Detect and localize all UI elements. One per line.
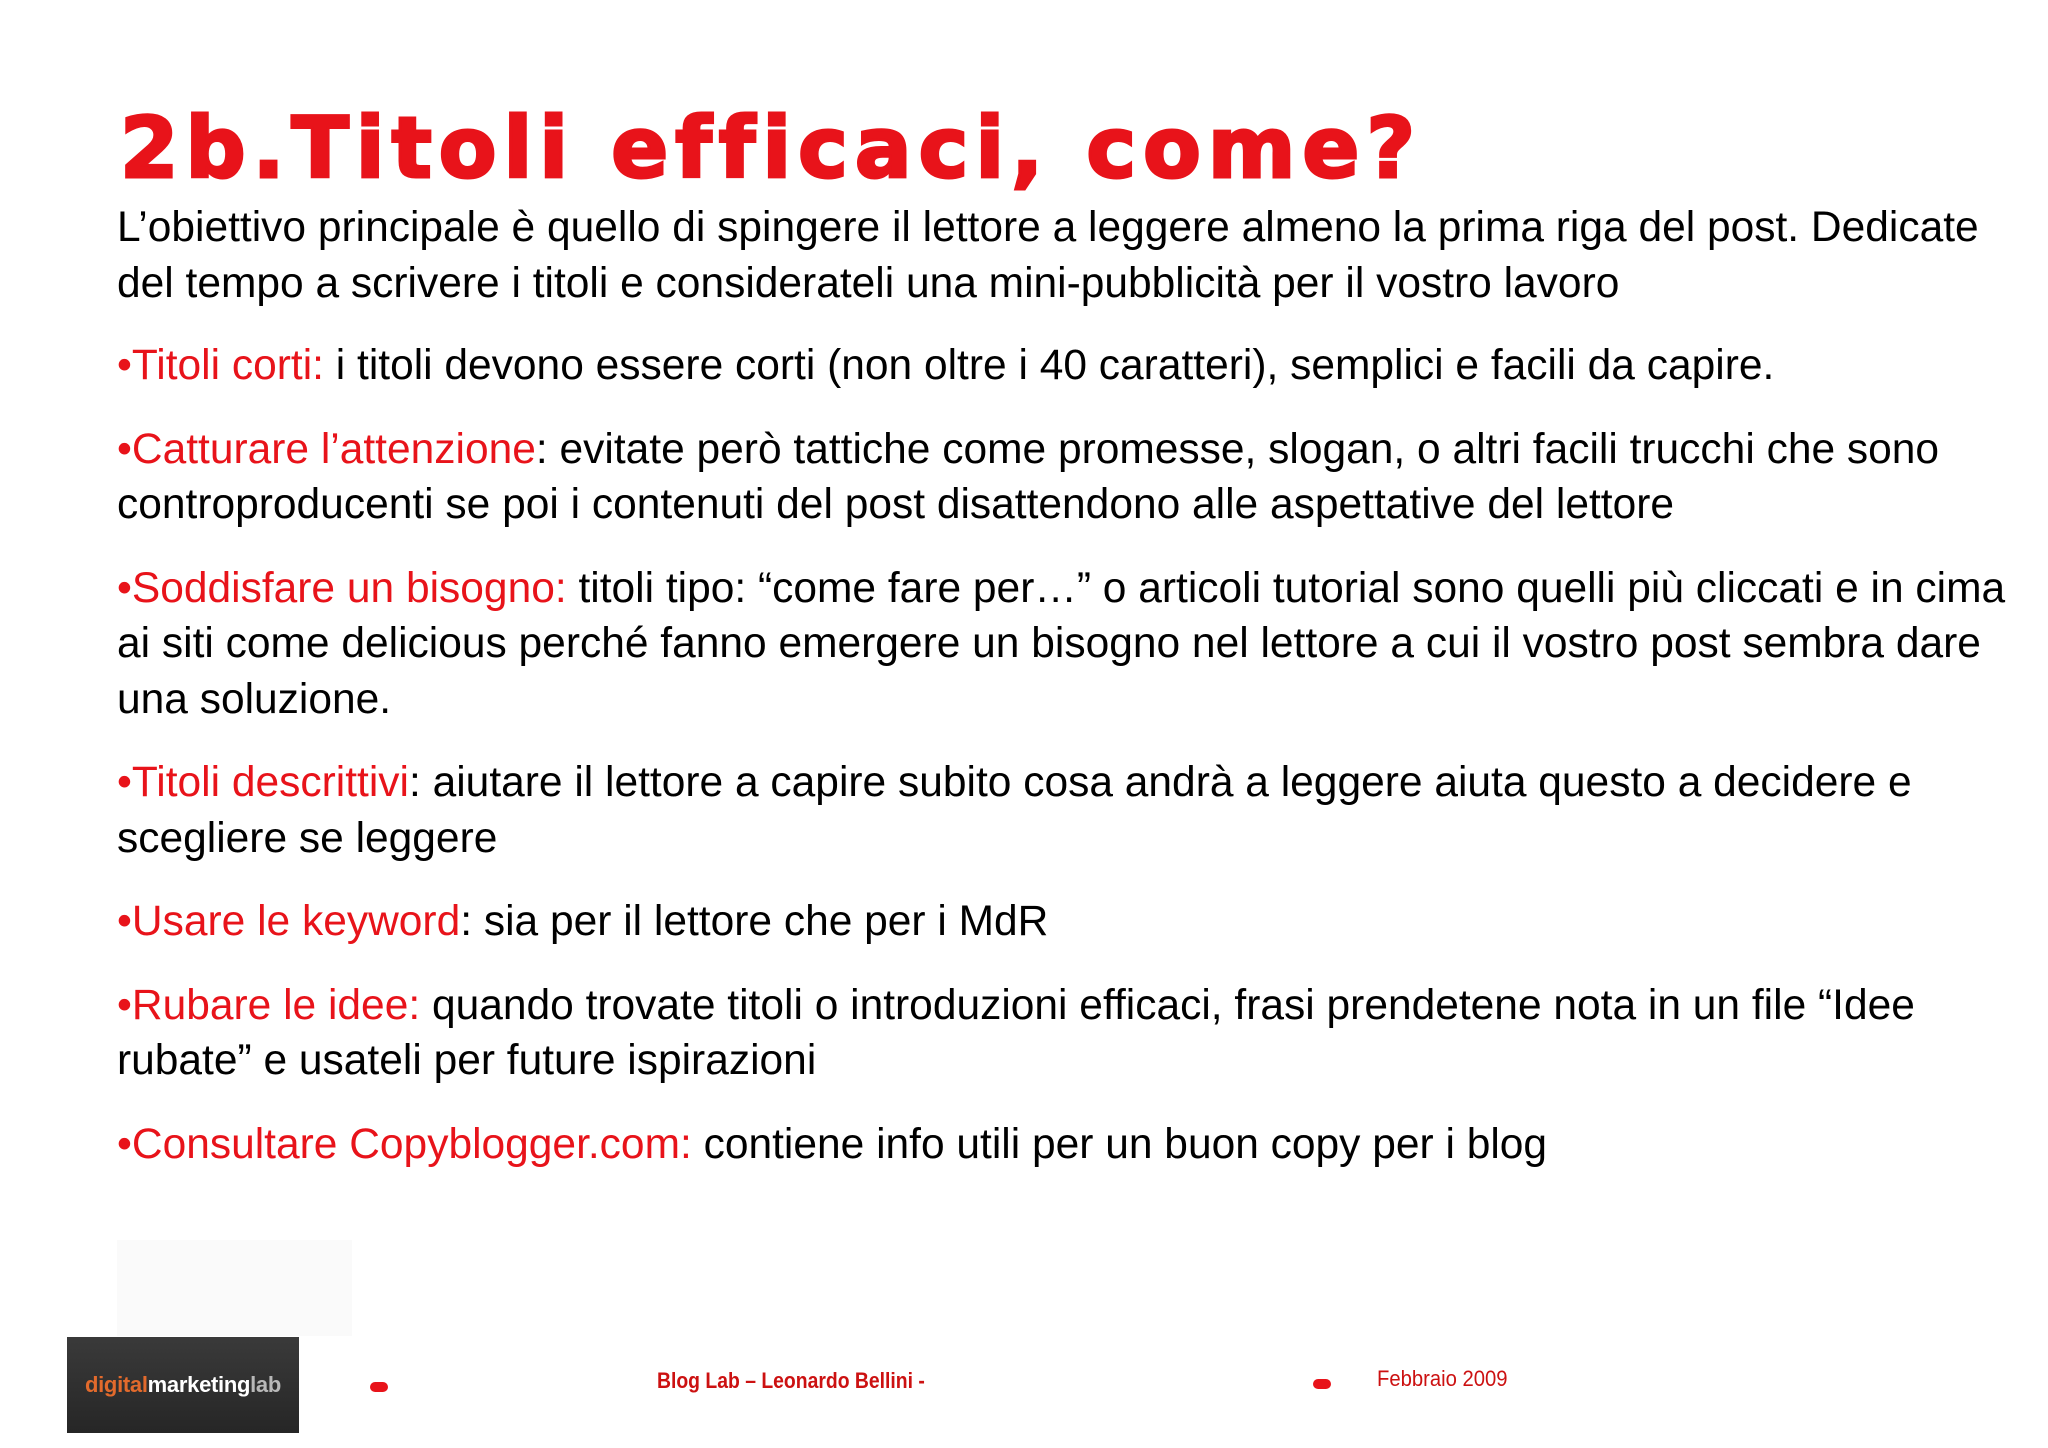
bullet-label: Soddisfare un bisogno: — [131, 564, 567, 612]
bullet-text: titoli tipo: “come fare per…” o articoli tutorial sono quelli più cliccati e in cima ai siti come delicious perché fanno emergere un bisogno nel lettore a cui il vostro post sembra dare una soluzione. — [117, 564, 2006, 723]
bullet-soddisfare-bisogno — [117, 561, 2017, 728]
logo-part-digital: digital — [84, 1372, 148, 1397]
bullet-catturare-attenzione — [117, 422, 2017, 533]
footer-faint-panel — [117, 1240, 352, 1336]
bullet-icon: • — [117, 1120, 132, 1168]
bullet-titoli-descrittivi — [117, 755, 2017, 866]
footer-bullet-icon — [1313, 1379, 1331, 1389]
footer-date: Febbraio 2009 — [1377, 1366, 1508, 1391]
bullet-text: : sia per il lettore che per i MdR — [460, 898, 1049, 945]
bullet-label: Catturare l’attenzione — [131, 425, 536, 473]
footer-bullet-icon — [370, 1382, 388, 1392]
bullet-icon: • — [117, 425, 132, 473]
bullet-rubare-idee — [117, 978, 2017, 1089]
bullet-icon: • — [117, 564, 132, 612]
bullet-label: Titoli corti: — [131, 342, 324, 389]
bullet-icon: • — [117, 898, 132, 945]
bullet-titoli-corti — [117, 338, 2017, 394]
bullet-text: contiene info utili per un buon copy per i blog — [691, 1120, 1548, 1168]
bullet-label: Rubare le idee: — [131, 981, 421, 1029]
bullet-icon: • — [117, 342, 132, 389]
digitalmarketinglab-logo — [67, 1337, 299, 1433]
footer-center-text: Blog Lab – Leonardo Bellini - — [657, 1368, 925, 1393]
logo-part-lab: lab — [250, 1372, 282, 1397]
slide-title: 2b.Titoli efficaci, come? — [120, 99, 1423, 197]
bullet-label: Consultare Copyblogger.com: — [131, 1120, 692, 1168]
bullet-text: quando trovate titoli o introduzioni efficaci, frasi prendetene nota in un file “Idee rubate” e usateli per future ispirazioni — [117, 981, 1915, 1084]
bullet-consultare-copyblogger — [117, 1117, 2017, 1173]
slide-body — [117, 200, 2017, 1200]
bullet-usare-keyword — [117, 894, 2017, 950]
bullet-icon: • — [117, 759, 132, 806]
bullet-text: i titoli devono essere corti (non oltre i 40 caratteri), semplici e facili da capire. — [323, 342, 1775, 389]
intro-paragraph: L’obiettivo principale è quello di spingere il lettore a leggere almeno la prima riga del post. Dedicate del tempo a scrivere i titoli e considerateli una mini-pubblicità per il vostro lavoro — [117, 204, 1979, 307]
logo-part-marketing: marketing — [147, 1372, 251, 1397]
bullet-text: : aiutare il lettore a capire subito cosa andrà a leggere aiuta questo a decidere e scegliere se leggere — [117, 759, 1912, 862]
bullet-label: Titoli descrittivi — [131, 759, 409, 806]
bullet-icon: • — [117, 981, 132, 1029]
bullet-label: Usare le keyword — [131, 898, 461, 945]
bullet-text: : evitate però tattiche come promesse, slogan, o altri facili trucchi che sono controproducenti se poi i contenuti del post disattendono alle aspettative del lettore — [117, 425, 1940, 528]
